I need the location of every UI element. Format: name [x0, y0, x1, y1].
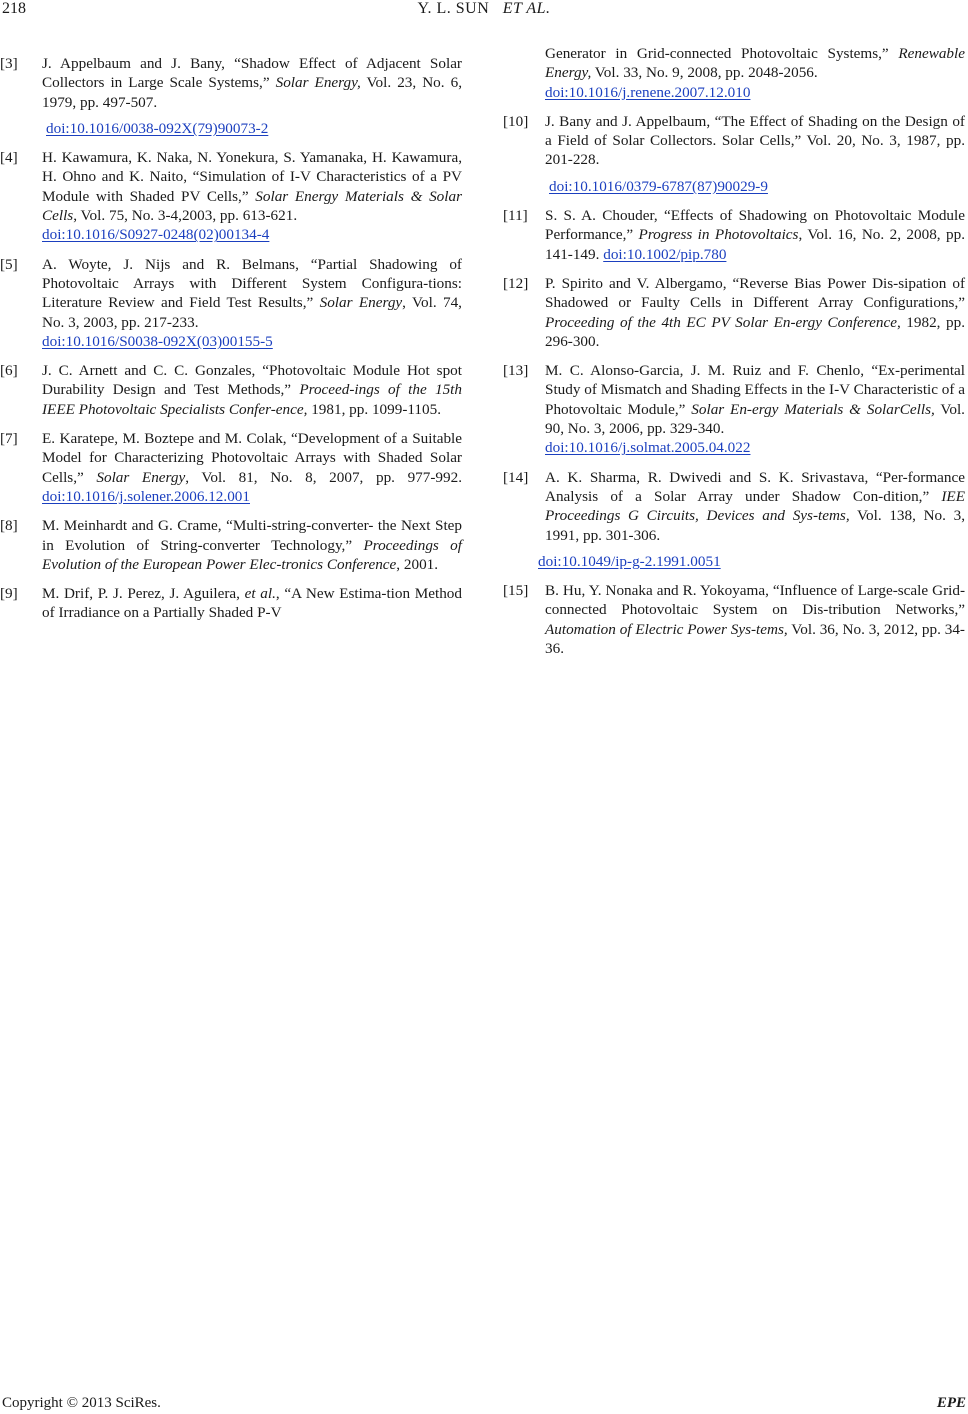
reference-7 — [0, 429, 462, 506]
reference-6 — [0, 361, 462, 419]
running-head — [0, 0, 968, 18]
reference-text: E. Karatepe, M. Boztepe and M. Colak, “Development of a Suitable Model for Characterizing Photovoltaic Arrays with Shaded Solar Cells,” Solar Energy, Vol. 81, No. 8, 2007, pp. 977-992. doi:10.1016/j.solener.2006.12.001 — [42, 430, 462, 505]
reference-number: [9] — [0, 585, 18, 603]
doi-link[interactable]: doi:10.1016/S0038-092X(03)00155-5 — [42, 332, 273, 350]
reference-10 — [503, 112, 965, 196]
reference-text: P. Spirito and V. Albergamo, “Reverse Bias Power Dis-sipation of Shadowed or Faulty Cells in Different Array Configurations,” Proceeding of the 4th EC PV Solar En-ergy Conference, 1982, pp. 296-300. — [545, 274, 966, 350]
reference-text: M. Drif, P. J. Perez, J. Aguilera, et al., “A New Estima-tion Method of Irradiance on a Partially Shaded P-V — [42, 585, 462, 622]
reference-number: [15] — [503, 582, 529, 600]
doi-link[interactable]: doi:10.1049/ip-g-2.1991.0051 — [538, 552, 721, 570]
reference-number: [11] — [503, 207, 528, 225]
reference-15 — [503, 581, 965, 658]
reference-5 — [0, 255, 462, 351]
reference-14 — [503, 468, 965, 571]
running-head-etal: ET AL. — [502, 0, 551, 17]
reference-number: [10] — [503, 112, 529, 130]
reference-8 — [0, 516, 462, 574]
doi-link[interactable]: doi:10.1016/0038-092X(79)90073-2 — [46, 119, 269, 137]
reference-text: M. C. Alonso-Garcia, J. M. Ruiz and F. Chenlo, “Ex-perimental Study of Mismatch and Shading Effects in the I-V Characteristic of a Photovoltaic Module,” Solar En-ergy Materials & SolarCells, Vol. 90, No. 3, 2006, pp. 329-340. — [545, 362, 965, 438]
left-column — [0, 54, 462, 633]
reference-number: [12] — [503, 274, 529, 292]
reference-text: Generator in Grid-connected Photovoltaic Systems,” Renewable Energy, Vol. 33, No. 9, 2008, pp. 2048-2056. — [545, 45, 965, 82]
footer-copyright: Copyright © 2013 SciRes. — [2, 1395, 161, 1411]
doi-link[interactable]: doi:10.1016/j.solener.2006.12.001 — [42, 487, 250, 505]
doi-link[interactable]: doi:10.1016/j.renene.2007.12.010 — [545, 83, 751, 101]
running-head-authors: Y. L. SUN — [417, 0, 490, 17]
reference-text: J. Bany and J. Appelbaum, “The Effect of Shading on the Design of a Field of Solar Collectors. Solar Cells,” Vol. 20, No. 3, 1987, pp. 201-228. — [545, 112, 965, 169]
doi-link[interactable]: doi:10.1016/j.solmat.2005.04.022 — [545, 439, 751, 457]
reference-number: [6] — [0, 362, 18, 380]
doi-link[interactable]: doi:10.1016/S0927-0248(02)00134-4 — [42, 226, 270, 244]
reference-number: [8] — [0, 517, 18, 535]
reference-number: [3] — [0, 55, 18, 72]
reference-text: H. Kawamura, K. Naka, N. Yonekura, S. Yamanaka, H. Kawamura, H. Ohno and K. Naito, “Simulation of I-V Characteristics of a PV Module with Shaded PV Cells,” Solar Energy Materials & Solar Cells, Vol. 75, No. 3-4,2003, pp. 613-621. — [42, 149, 462, 225]
page-number: 218 — [2, 0, 26, 17]
reference-number: [13] — [503, 362, 529, 380]
reference-9 — [0, 584, 462, 623]
reference-number: [4] — [0, 149, 18, 167]
reference-text: S. S. A. Chouder, “Effects of Shadowing on Photovoltaic Module Performance,” Progress in Photovoltaics, Vol. 16, No. 2, 2008, pp. 141-149. doi:10.1002/pip.780 — [545, 207, 965, 263]
reference-number: [14] — [503, 468, 529, 486]
reference-text: J. C. Arnett and C. C. Gonzales, “Photovoltaic Module Hot spot Durability Design and Test Methods,” Proceed-ings of the 15th IEEE Photovoltaic Specialists Confer-ence, 1981, pp. 1099-1105. — [42, 362, 462, 418]
reference-text: A. Woyte, J. Nijs and R. Belmans, “Partial Shadowing of Photovoltaic Arrays with Different System Configura-tions: Literature Review and Field Test Results,” Solar Energy, Vol. 74, No. 3, 2003, pp. 217-233. — [42, 255, 462, 331]
reference-4 — [0, 148, 462, 244]
reference-text: B. Hu, Y. Nonaka and R. Yokoyama, “Influence of Large-scale Grid-connected Photovoltaic System on Dis-tribution Networks,” Automation of Electric Power Sys-tems, Vol. 36, No. 3, 2012, pp. 34-36. — [545, 582, 965, 658]
reference-9-continuation — [503, 44, 965, 102]
reference-number: [5] — [0, 255, 18, 273]
doi-link[interactable]: doi:10.1002/pip.780 — [603, 245, 727, 263]
reference-text: A. K. Sharma, R. Dwivedi and S. K. Srivastava, “Per-formance Analysis of a Solar Array under Shadow Con-dition,” IEE Proceedings G Circuits, Devices and Sys-tems, Vol. 138, No. 3, 1991, pp. 301-306. — [545, 468, 965, 544]
reference-11 — [503, 206, 965, 264]
reference-3 — [0, 54, 462, 138]
reference-12 — [503, 274, 965, 351]
footer-journal-abbrev: EPE — [936, 1395, 966, 1411]
reference-number: [7] — [0, 430, 18, 448]
reference-text: M. Meinhardt and G. Crame, “Multi-string-converter- the Next Step in Evolution of String-converter Technology,” Proceedings of Evolution of the European Power Elec-tronics Conference, 2001. — [42, 517, 462, 573]
reference-text: J. Appelbaum and J. Bany, “Shadow Effect of Adjacent Solar Collectors in Large Scale Systems,” Solar Energy, Vol. 23, No. 6, 1979, pp. 497-507. — [42, 55, 462, 111]
right-column — [503, 44, 965, 668]
reference-13 — [503, 361, 965, 457]
doi-link[interactable]: doi:10.1016/0379-6787(87)90029-9 — [549, 177, 768, 195]
